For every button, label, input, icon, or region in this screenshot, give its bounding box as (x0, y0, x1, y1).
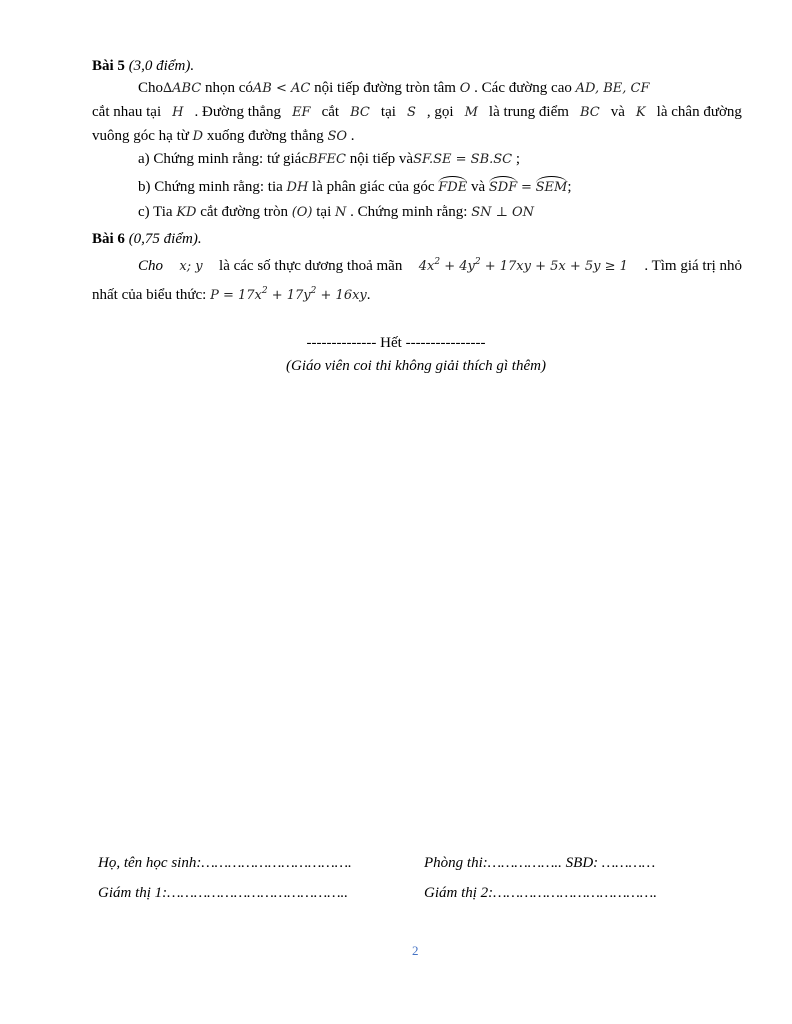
bai6-heading (92, 231, 202, 248)
math-triangle-abc: ∆ABC (163, 81, 202, 96)
math-h: H (172, 105, 184, 120)
text: b) Chứng minh rằng: tia (138, 179, 283, 195)
text: c) Tia (138, 204, 173, 220)
end-note: (Giáo viên coi thi không giải thích gì thêm) (286, 358, 546, 374)
text: xuống đường thẳng (206, 128, 324, 144)
bai5-line2 (92, 104, 742, 121)
bai5-line1 (138, 80, 650, 97)
bai6-line1 (138, 258, 742, 275)
text: tại (380, 104, 396, 120)
text: nội tiếp và (349, 151, 414, 167)
math-kd: KD (176, 205, 197, 220)
text: tại (316, 204, 332, 220)
text: . Đường thẳng (194, 104, 282, 120)
math-condition: $4x^2 + 4y^2 + 17xy + 5x + 5y \ge 1$ (418, 257, 628, 274)
text: ; (515, 151, 521, 167)
text: . (350, 128, 355, 144)
text: là chân đường (656, 104, 742, 120)
math-dh: DH (286, 180, 309, 195)
bai6-line2 (92, 287, 371, 304)
math-so: SO (327, 129, 348, 144)
math-k: K (635, 105, 646, 120)
math-bc: BC (579, 105, 600, 120)
math-angle-sdf: SDF (489, 176, 517, 195)
text: cắt đường tròn (200, 204, 288, 220)
math-s: S (406, 105, 416, 120)
math-o: O (459, 81, 471, 96)
text: . Tìm giá trị nhỏ (644, 258, 742, 274)
text: là trung điểm (488, 104, 569, 120)
math-ef: EF (292, 105, 311, 120)
text: là các số thực dương thoả mãn (219, 258, 403, 274)
math-bfec: BFEC (307, 152, 346, 167)
bai5-part-c (138, 204, 534, 221)
text: và (610, 104, 625, 120)
end-marker: -------------- Hết ---------------- (306, 335, 486, 351)
text: , gọi (426, 104, 454, 120)
text: ; (567, 179, 572, 195)
math-expression-p: $P = 17x^2 + 17y^2 + 16xy$ (210, 286, 367, 303)
math-ab-lt-ac: AB < AC (252, 81, 311, 96)
text: cắt (321, 104, 340, 120)
math-m: M (464, 105, 478, 120)
bai5-points: (3,0 điểm). (128, 58, 195, 74)
bai5-title: Bài 5 (92, 58, 125, 74)
text: cắt nhau tại (92, 104, 162, 120)
math-bc: BC (350, 105, 370, 120)
math-angle-sem: SEM (536, 176, 568, 195)
math-equals: = (520, 180, 532, 195)
text: nhất của biểu thức: (92, 287, 207, 303)
math-xy: x; y (179, 259, 203, 274)
bai5-part-b (138, 176, 572, 196)
math-circle-o: (O) (291, 205, 313, 220)
math-d: D (192, 129, 204, 144)
student-name-field: Họ, tên học sinh:……………………………. (98, 855, 352, 871)
math-altitudes: AD, BE, CF (575, 81, 650, 96)
bai5-heading (92, 58, 194, 75)
math-n: N (335, 205, 347, 220)
text: Cho (138, 80, 164, 96)
bai5-part-a (138, 151, 520, 168)
text: nội tiếp đường tròn tâm (314, 80, 456, 96)
text: và (470, 179, 486, 195)
bai5-line3 (92, 128, 355, 145)
math-sn-perp-on: SN ⊥ ON (471, 205, 534, 220)
text: . (366, 287, 371, 303)
text: vuông góc hạ từ (92, 128, 189, 144)
text: Cho (138, 258, 164, 274)
text: . Các đường cao (474, 80, 572, 96)
text: nhọn có (204, 80, 253, 96)
proctor-2-field: Giám thị 2:………………………………. (424, 885, 657, 901)
text: a) Chứng minh rằng: tứ giác (138, 151, 308, 167)
text: là phân giác của góc (312, 179, 435, 195)
proctor-1-field: Giám thị 1:………………………………….. (98, 885, 349, 901)
math-sf-se: SF.SE = SB.SC (413, 152, 513, 167)
bai6-points: (0,75 điểm). (128, 231, 202, 247)
exam-room-field: Phòng thi:…………….. SBD: ………… (424, 855, 656, 871)
page-number: 2 (412, 943, 419, 958)
text: . Chứng minh rằng: (350, 204, 468, 220)
bai6-title: Bài 6 (92, 231, 125, 247)
math-angle-fde: FDE (438, 176, 467, 195)
